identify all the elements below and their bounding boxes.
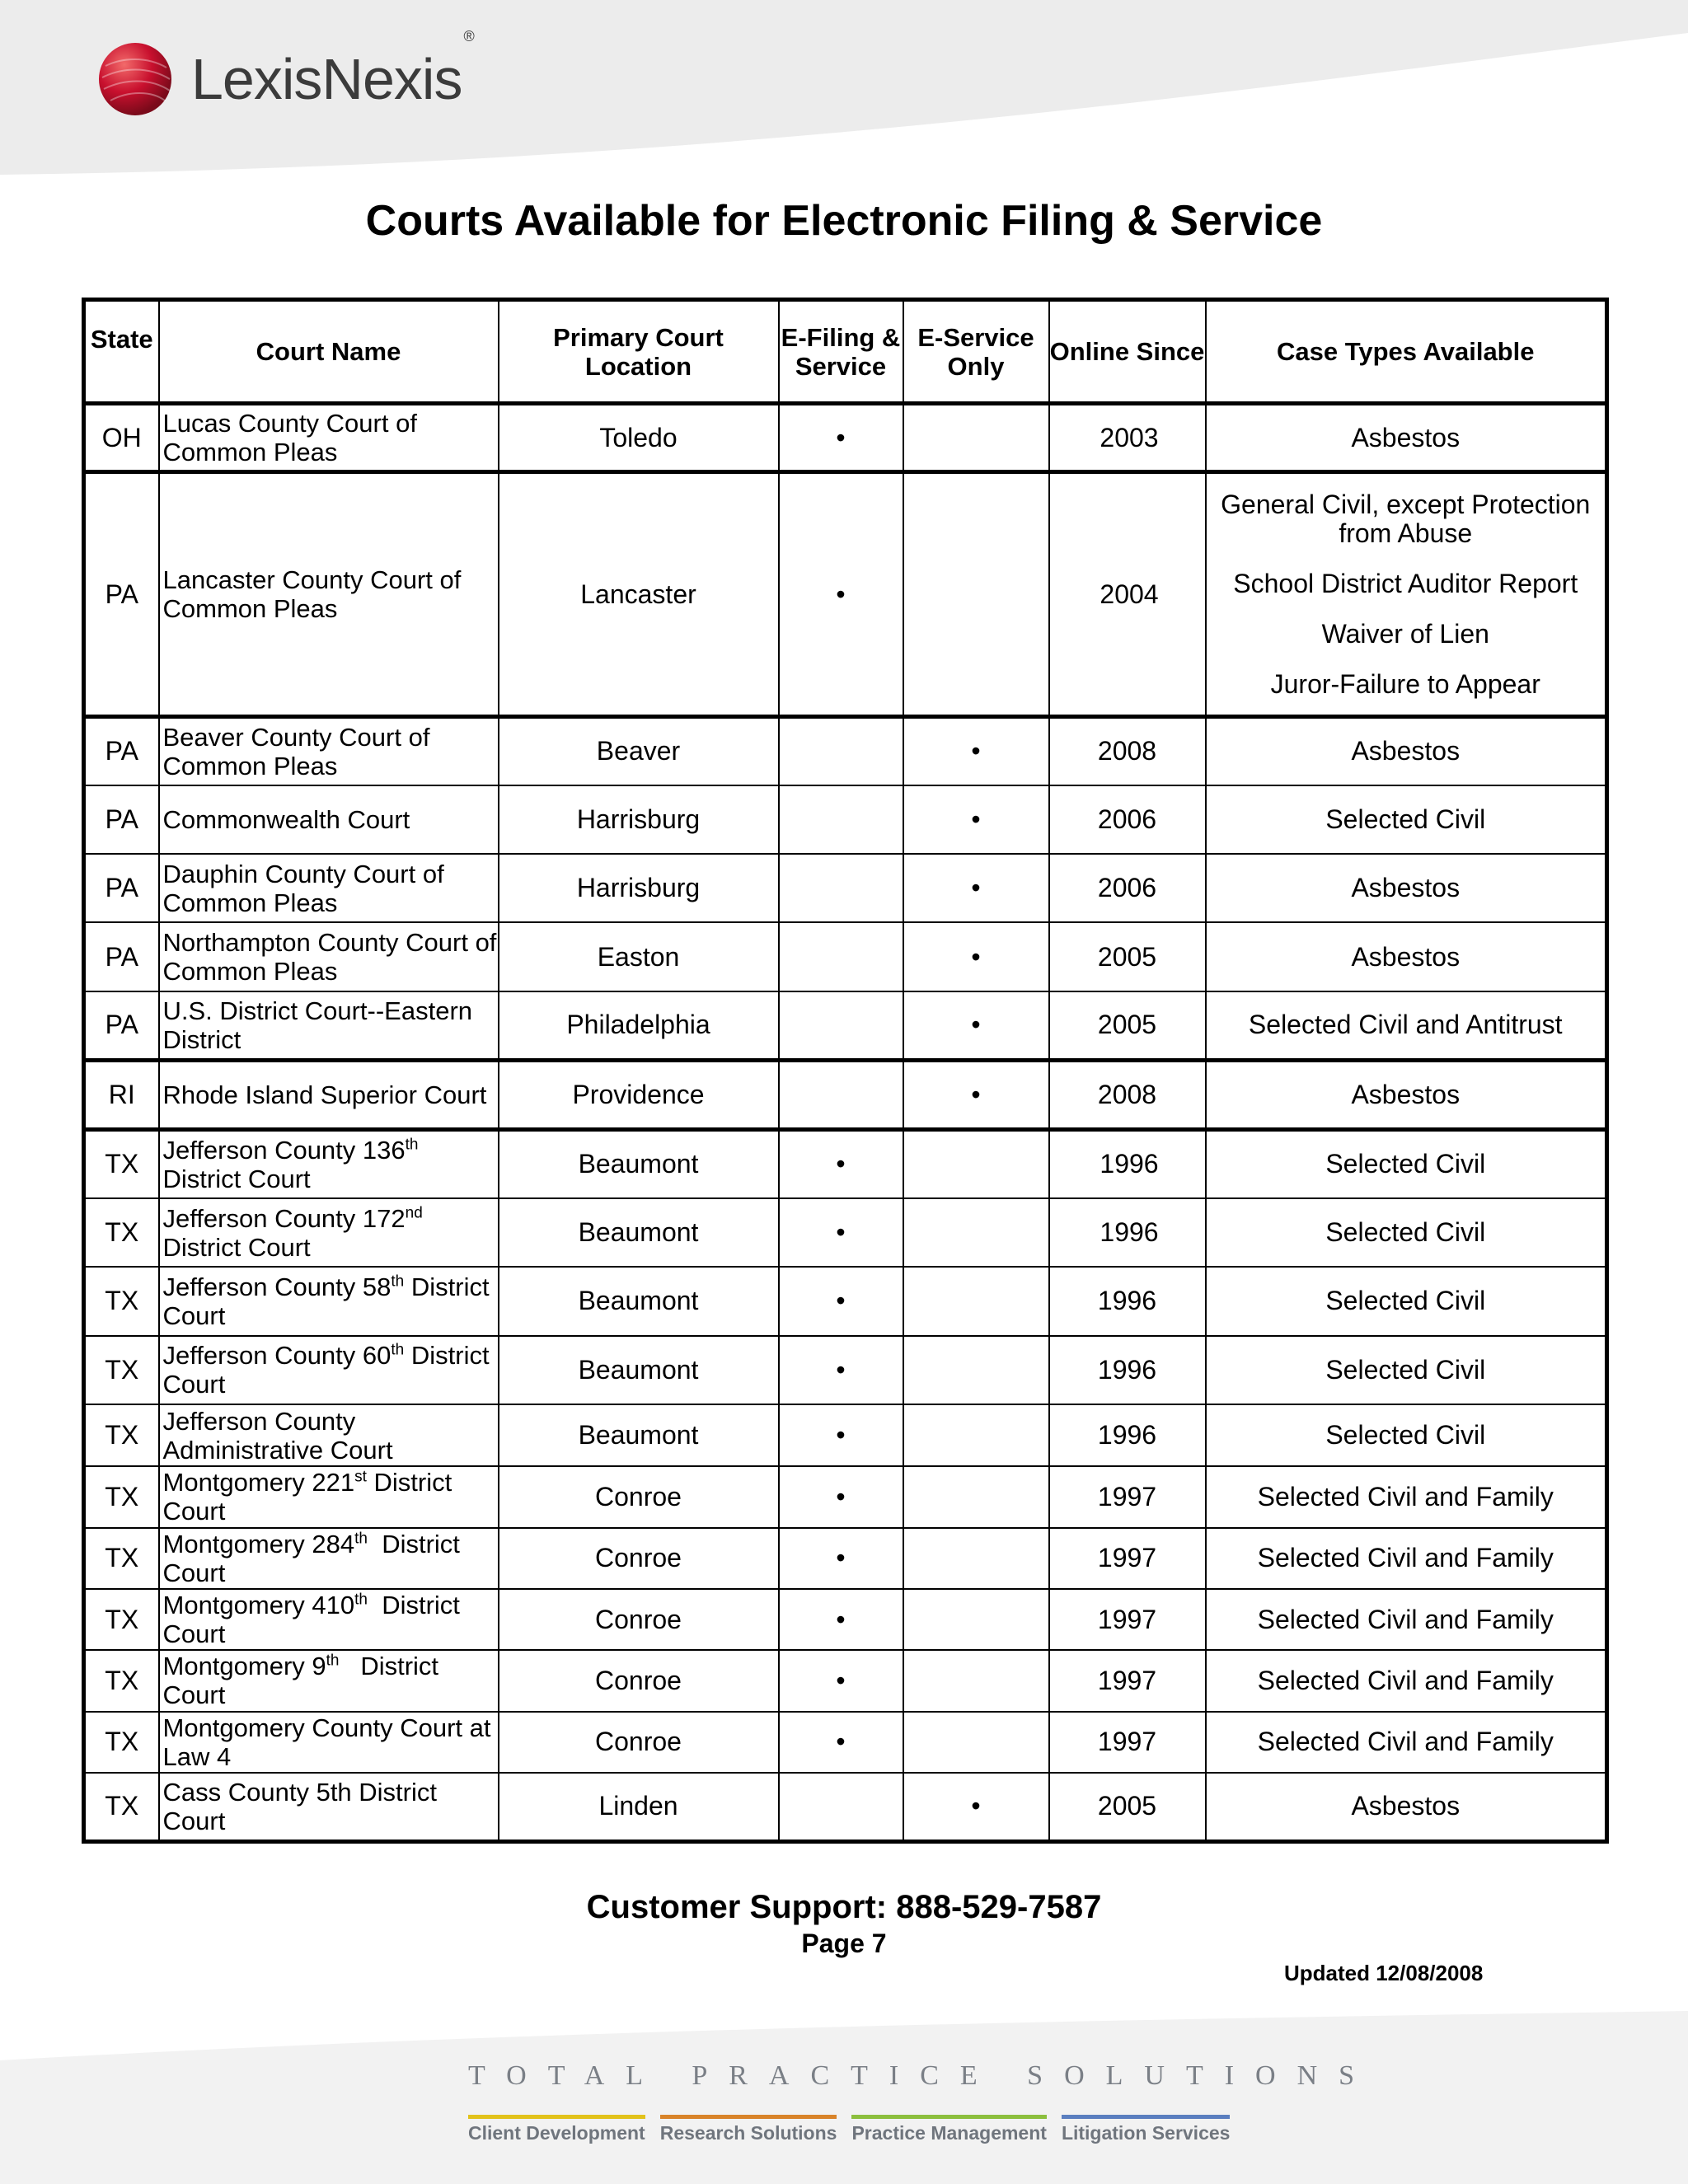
cell-case-types: Asbestos bbox=[1206, 922, 1607, 991]
table-row bbox=[84, 1773, 1607, 1842]
cell-online-since: 2006 bbox=[1049, 785, 1206, 854]
cell-court-name: Commonwealth Court bbox=[159, 785, 499, 854]
cell-court-name bbox=[159, 1336, 499, 1404]
col-header-primary-location: Primary Court Location bbox=[499, 300, 779, 404]
cell-eservice: • bbox=[903, 854, 1049, 922]
cell-location: Linden bbox=[499, 1773, 779, 1842]
case-type-item: Waiver of Lien bbox=[1321, 618, 1489, 649]
cell-location: Conroe bbox=[499, 1712, 779, 1773]
table-row bbox=[84, 1712, 1607, 1773]
cell-court-name bbox=[159, 1267, 499, 1335]
cell-state: TX bbox=[84, 1336, 159, 1404]
cell-efiling: • bbox=[779, 1466, 903, 1527]
cell-case-types: Selected Civil bbox=[1206, 1129, 1607, 1197]
table-row bbox=[84, 404, 1607, 472]
cell-eservice: • bbox=[903, 922, 1049, 991]
cell-state: PA bbox=[84, 854, 159, 922]
cell-online-since: 2006 bbox=[1049, 854, 1206, 922]
cell-court-name bbox=[159, 1589, 499, 1650]
ordinal-suffix: th bbox=[391, 1272, 405, 1291]
cell-eservice: • bbox=[903, 991, 1049, 1060]
ordinal-suffix: th bbox=[391, 1341, 405, 1359]
cell-case-types: Selected Civil and Antitrust bbox=[1206, 991, 1607, 1060]
table-row bbox=[84, 1589, 1607, 1650]
col-header-online-since: Online Since bbox=[1049, 300, 1206, 404]
table-header-row bbox=[84, 300, 1607, 404]
court-name-text: District Court bbox=[162, 1135, 426, 1193]
cell-eservice bbox=[903, 1336, 1049, 1404]
cell-court-name: Rhode Island Superior Court bbox=[159, 1060, 499, 1129]
table-row bbox=[84, 1267, 1607, 1335]
cell-court-name: Lancaster County Court of Common Pleas bbox=[159, 472, 499, 716]
cell-state: TX bbox=[84, 1129, 159, 1197]
cell-eservice bbox=[903, 1650, 1049, 1711]
court-name-text: District Court bbox=[162, 1341, 497, 1399]
court-name-text: Jefferson County 136 bbox=[162, 1135, 406, 1165]
table-row bbox=[84, 472, 1607, 716]
cell-efiling bbox=[779, 785, 903, 854]
cell-online-since: 1997 bbox=[1049, 1589, 1206, 1650]
cell-eservice bbox=[903, 1589, 1049, 1650]
court-name-text: Jefferson County 172 bbox=[162, 1203, 406, 1233]
page-number: Page 7 bbox=[801, 1929, 887, 1958]
cell-state: OH bbox=[84, 404, 159, 472]
cell-case-types: Asbestos bbox=[1206, 854, 1607, 922]
ordinal-suffix: nd bbox=[405, 1204, 423, 1222]
table-row bbox=[84, 1129, 1607, 1197]
cell-state: TX bbox=[84, 1267, 159, 1335]
court-name-text: Jefferson County 60 bbox=[162, 1341, 392, 1371]
cell-case-types: Asbestos bbox=[1206, 1773, 1607, 1842]
cell-court-name: Jefferson County Administrative Court bbox=[159, 1404, 499, 1466]
cell-state: TX bbox=[84, 1773, 159, 1842]
cell-online-since: 1996 bbox=[1049, 1198, 1206, 1267]
cell-online-since: 2005 bbox=[1049, 991, 1206, 1060]
case-type-item: Juror-Failure to Appear bbox=[1270, 668, 1540, 699]
cell-efiling: • bbox=[779, 1528, 903, 1589]
cell-online-since: 1997 bbox=[1049, 1528, 1206, 1589]
col-header-eservice: E-Service Only bbox=[903, 300, 1049, 404]
cell-efiling: • bbox=[779, 472, 903, 716]
cell-state: TX bbox=[84, 1650, 159, 1711]
cell-efiling bbox=[779, 922, 903, 991]
table-row bbox=[84, 1404, 1607, 1466]
court-name-text: District Court bbox=[162, 1591, 467, 1649]
cell-court-name: Montgomery County Court at Law 4 bbox=[159, 1712, 499, 1773]
table-row bbox=[84, 716, 1607, 785]
courts-table bbox=[82, 298, 1609, 1844]
cell-eservice: • bbox=[903, 1773, 1049, 1842]
cell-state: TX bbox=[84, 1589, 159, 1650]
pillar-litigation-services: Litigation Services bbox=[1062, 2115, 1231, 2149]
cell-court-name bbox=[159, 1528, 499, 1589]
col-header-case-types: Case Types Available bbox=[1206, 300, 1607, 404]
cell-eservice bbox=[903, 1404, 1049, 1466]
cell-court-name bbox=[159, 1129, 499, 1197]
cell-efiling: • bbox=[779, 1589, 903, 1650]
cell-court-name: Northampton County Court of Common Pleas bbox=[159, 922, 499, 991]
cell-online-since: 2005 bbox=[1049, 1773, 1206, 1842]
cell-eservice bbox=[903, 1267, 1049, 1335]
cell-eservice bbox=[903, 472, 1049, 716]
cell-court-name bbox=[159, 1198, 499, 1267]
cell-eservice bbox=[903, 1528, 1049, 1589]
table-row bbox=[84, 1060, 1607, 1129]
ordinal-suffix: th bbox=[405, 1136, 419, 1154]
cell-case-types: Selected Civil and Family bbox=[1206, 1589, 1607, 1650]
cell-online-since: 2005 bbox=[1049, 922, 1206, 991]
cell-location: Beaumont bbox=[499, 1198, 779, 1267]
cell-online-since: 2003 bbox=[1049, 404, 1206, 472]
court-name-text: Jefferson County 58 bbox=[162, 1272, 392, 1301]
cell-eservice: • bbox=[903, 1060, 1049, 1129]
lexisnexis-logo bbox=[97, 28, 474, 117]
pillar-practice-management: Practice Management bbox=[851, 2115, 1046, 2149]
cell-efiling: • bbox=[779, 1712, 903, 1773]
cell-state: PA bbox=[84, 716, 159, 785]
cell-location: Beaver bbox=[499, 716, 779, 785]
cell-court-name: Cass County 5th District Court bbox=[159, 1773, 499, 1842]
cell-efiling: • bbox=[779, 404, 903, 472]
cell-location: Conroe bbox=[499, 1466, 779, 1527]
updated-date: Updated 12/08/2008 bbox=[1284, 1961, 1484, 1985]
cell-eservice bbox=[903, 1466, 1049, 1527]
table-row bbox=[84, 1336, 1607, 1404]
cell-efiling: • bbox=[779, 1267, 903, 1335]
ordinal-suffix: th bbox=[354, 1591, 368, 1609]
cell-court-name: U.S. District Court--Eastern District bbox=[159, 991, 499, 1060]
cell-case-types: Selected Civil and Family bbox=[1206, 1466, 1607, 1527]
cell-court-name: Dauphin County Court of Common Pleas bbox=[159, 854, 499, 922]
cell-location: Toledo bbox=[499, 404, 779, 472]
cell-location: Beaumont bbox=[499, 1267, 779, 1335]
cell-state: PA bbox=[84, 922, 159, 991]
court-name-text: District Court bbox=[162, 1272, 497, 1330]
court-name-text: Montgomery 9 bbox=[162, 1652, 326, 1681]
cell-state: TX bbox=[84, 1712, 159, 1773]
case-type-item: School District Auditor Report bbox=[1233, 568, 1578, 598]
cell-efiling: • bbox=[779, 1336, 903, 1404]
cell-court-name bbox=[159, 1650, 499, 1711]
col-header-court-name: Court Name bbox=[159, 300, 499, 404]
cell-case-types: Selected Civil and Family bbox=[1206, 1650, 1607, 1711]
cell-court-name: Lucas County Court of Common Pleas bbox=[159, 404, 499, 472]
cell-online-since: 1997 bbox=[1049, 1712, 1206, 1773]
ordinal-suffix: th bbox=[326, 1652, 340, 1671]
court-name-text: Montgomery 284 bbox=[162, 1529, 355, 1558]
cell-online-since: 2004 bbox=[1049, 472, 1206, 716]
footer-band bbox=[0, 2011, 1688, 2184]
col-header-state: State bbox=[84, 300, 159, 404]
cell-state: TX bbox=[84, 1528, 159, 1589]
cell-eservice: • bbox=[903, 716, 1049, 785]
cell-case-types: Selected Civil bbox=[1206, 785, 1607, 854]
cell-case-types: Asbestos bbox=[1206, 404, 1607, 472]
cell-case-types: Selected Civil bbox=[1206, 1198, 1607, 1267]
table-row bbox=[84, 785, 1607, 854]
cell-location: Beaumont bbox=[499, 1129, 779, 1197]
cell-location: Easton bbox=[499, 922, 779, 991]
cell-case-types bbox=[1206, 472, 1607, 716]
cell-efiling: • bbox=[779, 1650, 903, 1711]
cell-efiling bbox=[779, 1773, 903, 1842]
cell-eservice: • bbox=[903, 785, 1049, 854]
court-name-text: Montgomery 221 bbox=[162, 1468, 355, 1497]
cell-location: Beaumont bbox=[499, 1404, 779, 1466]
cell-location: Beaumont bbox=[499, 1336, 779, 1404]
cell-location: Lancaster bbox=[499, 472, 779, 716]
cell-location: Conroe bbox=[499, 1589, 779, 1650]
cell-eservice bbox=[903, 1712, 1049, 1773]
cell-state: TX bbox=[84, 1466, 159, 1527]
cell-location: Conroe bbox=[499, 1650, 779, 1711]
cell-online-since: 2008 bbox=[1049, 1060, 1206, 1129]
cell-online-since: 1997 bbox=[1049, 1466, 1206, 1527]
cell-state: RI bbox=[84, 1060, 159, 1129]
pillar-client-development: Client Development bbox=[468, 2115, 645, 2149]
court-name-text: District Court bbox=[162, 1529, 467, 1587]
cell-efiling bbox=[779, 1060, 903, 1129]
court-name-text: District Court bbox=[162, 1468, 459, 1526]
case-type-item: General Civil, except Protection from Abuse bbox=[1221, 489, 1591, 548]
logo-sphere-icon bbox=[97, 41, 173, 117]
table-row bbox=[84, 1198, 1607, 1267]
cell-efiling: • bbox=[779, 1129, 903, 1197]
customer-support: Customer Support: 888-529-7587 bbox=[586, 1889, 1102, 1925]
pillar-research-solutions: Research Solutions bbox=[660, 2115, 837, 2149]
table-row bbox=[84, 854, 1607, 922]
cell-state: TX bbox=[84, 1198, 159, 1267]
cell-court-name bbox=[159, 1466, 499, 1527]
cell-case-types: Asbestos bbox=[1206, 716, 1607, 785]
cell-eservice bbox=[903, 404, 1049, 472]
cell-eservice bbox=[903, 1198, 1049, 1267]
ordinal-suffix: st bbox=[354, 1469, 367, 1487]
cell-case-types: Selected Civil and Family bbox=[1206, 1528, 1607, 1589]
cell-case-types: Selected Civil bbox=[1206, 1336, 1607, 1404]
cell-case-types: Selected Civil and Family bbox=[1206, 1712, 1607, 1773]
table-row bbox=[84, 1528, 1607, 1589]
cell-state: TX bbox=[84, 1404, 159, 1466]
ordinal-suffix: th bbox=[354, 1530, 368, 1548]
footer-pillars bbox=[468, 2115, 1230, 2149]
cell-location: Conroe bbox=[499, 1528, 779, 1589]
table-row bbox=[84, 1650, 1607, 1711]
cell-online-since: 1997 bbox=[1049, 1650, 1206, 1711]
cell-location: Harrisburg bbox=[499, 785, 779, 854]
cell-state: PA bbox=[84, 472, 159, 716]
table-row bbox=[84, 991, 1607, 1060]
cell-efiling: • bbox=[779, 1404, 903, 1466]
cell-online-since: 2008 bbox=[1049, 716, 1206, 785]
court-name-text: Montgomery 410 bbox=[162, 1591, 355, 1620]
cell-efiling bbox=[779, 716, 903, 785]
table-row bbox=[84, 1466, 1607, 1527]
cell-case-types: Selected Civil bbox=[1206, 1267, 1607, 1335]
cell-eservice bbox=[903, 1129, 1049, 1197]
table-row bbox=[84, 922, 1607, 991]
court-name-text: District Court bbox=[162, 1203, 430, 1262]
cell-location: Providence bbox=[499, 1060, 779, 1129]
cell-efiling bbox=[779, 991, 903, 1060]
cell-location: Harrisburg bbox=[499, 854, 779, 922]
col-header-efiling: E-Filing & Service bbox=[779, 300, 903, 404]
cell-state: PA bbox=[84, 785, 159, 854]
footer-tagline: TOTAL PRACTICE SOLUTIONS bbox=[468, 2060, 1376, 2091]
cell-online-since: 1996 bbox=[1049, 1129, 1206, 1197]
cell-case-types: Asbestos bbox=[1206, 1060, 1607, 1129]
cell-location: Philadelphia bbox=[499, 991, 779, 1060]
cell-online-since: 1996 bbox=[1049, 1404, 1206, 1466]
cell-online-since: 1996 bbox=[1049, 1267, 1206, 1335]
cell-state: PA bbox=[84, 991, 159, 1060]
cell-efiling: • bbox=[779, 1198, 903, 1267]
cell-efiling bbox=[779, 854, 903, 922]
page-title: Courts Available for Electronic Filing & Service bbox=[365, 197, 1323, 245]
logo-wordmark: LexisNexis® bbox=[191, 28, 474, 111]
cell-case-types: Selected Civil bbox=[1206, 1404, 1607, 1466]
court-name-text: District Court bbox=[162, 1652, 446, 1710]
cell-court-name: Beaver County Court of Common Pleas bbox=[159, 716, 499, 785]
cell-online-since: 1996 bbox=[1049, 1336, 1206, 1404]
